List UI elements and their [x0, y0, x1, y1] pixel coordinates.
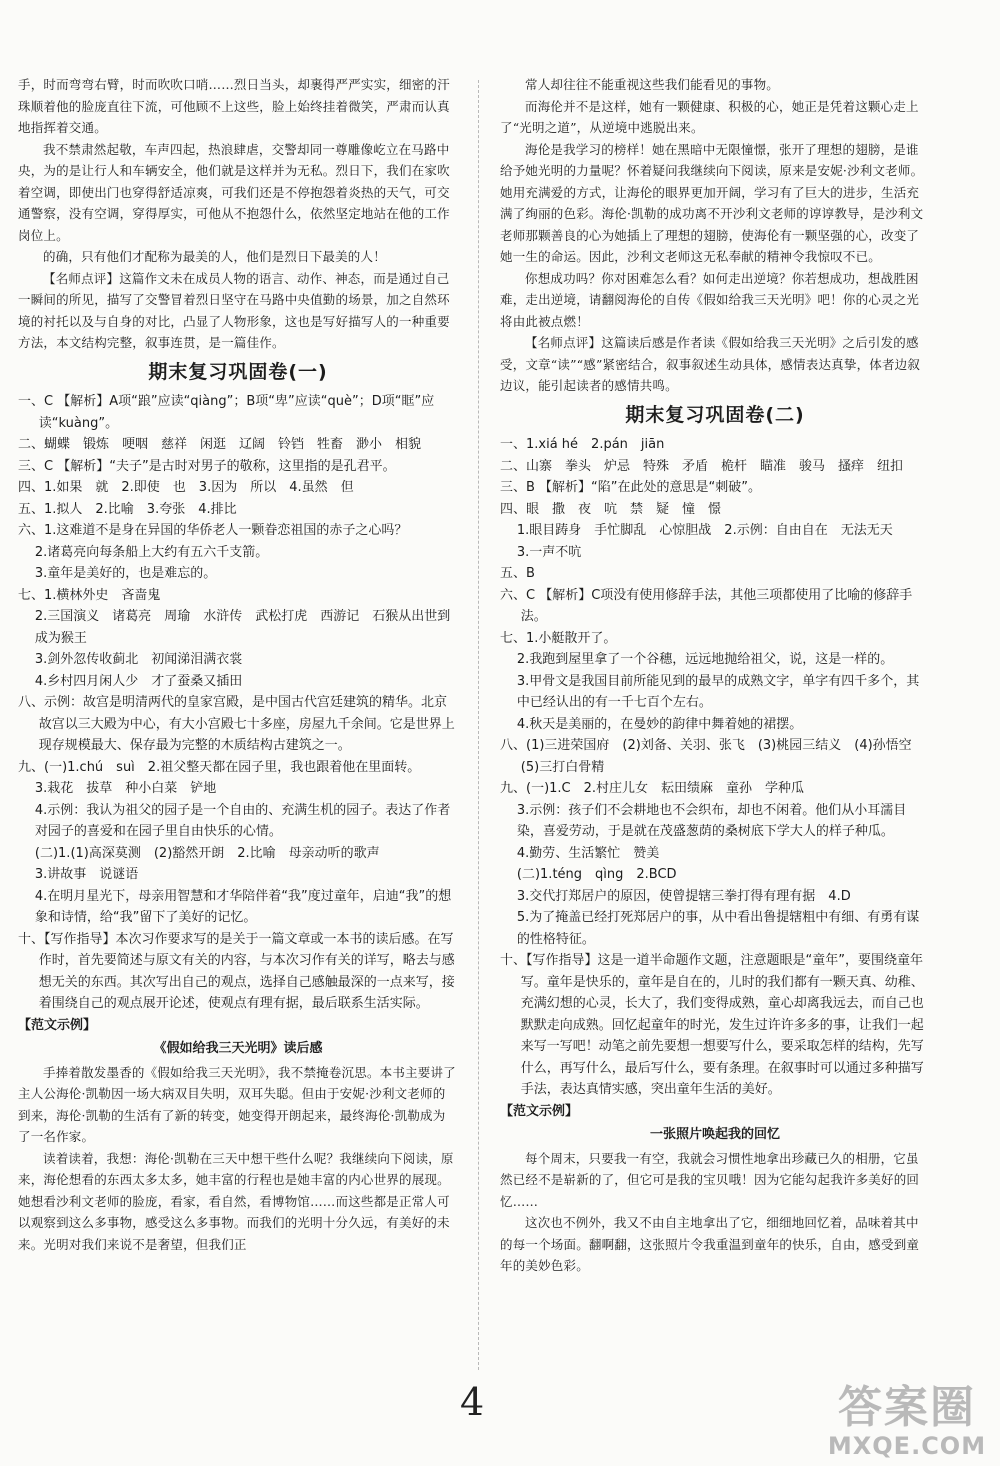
column-divider [478, 80, 479, 1370]
essay-continuation: 手，时而弯弯右臂，时而吹吹口哨……烈日当头，却裹得严严实实，细密的汗珠顺着他的脸庞直往下流，可他顾不上这些，脸上始终挂着微笑，严肃而认真地指挥着交通。 [18, 77, 450, 135]
answer-item: 十、【写作指导】本次习作要求写的是关于一篇文章或一本书的读后感。在写作时，首先要简述与原文有关的内容，与本次习作有关的详写，略去与感想无关的东西。其次写出自己的观点，选择自己感触最深的一点来写，接着围绕自己的观点展开论述，使观点有理有据，最后联系生活实际。 [18, 931, 455, 1011]
answer-item: 一、C 【解析】A项“踉”应读“qiàng”；B项“卑”应读“què”；D项“眶”应读“kuàng”。 [18, 394, 435, 431]
answer-item: 一、1.xiá hé 2.pán jiān [500, 437, 665, 452]
essay-paragraph: 的确，只有他们才配称为最美的人，他们是烈日下最美的人！ [43, 249, 386, 264]
left-column [18, 74, 458, 1255]
answer-item: 4.示例：我认为祖父的园子是一个自由的、充满生机的园子。表达了作者对园子的喜爱和在园子里自由快乐的心情。 [34, 802, 451, 839]
answer-item: 3.交代打郑居户的原因，使曾提辖三拳打得有理有据 4.D [516, 888, 851, 904]
answer-item: 4.在明月星光下，母亲用智慧和才华陪伴着“我”度过童年，启迪“我”的想象和诗情，给“我”留下了美好的记忆。 [34, 888, 452, 925]
answer-item: 4.勤劳、生活繁忙 赞美 [516, 845, 660, 861]
right-column [500, 74, 930, 1277]
watermark-logo [822, 1384, 992, 1460]
essay-paragraph: 常人却往往不能重视这些我们能看见的事物。 [525, 77, 780, 92]
essay-paragraph: 你想成功吗？你对困难怎么看？如何走出逆境？你若想成功，想战胜困难，走出逆境，请翻阅海伦的自传《假如给我三天光明》吧！你的心灵之光将由此被点燃！ [500, 270, 920, 329]
section-title: 期末复习巩固卷(一) [148, 360, 328, 383]
answer-item: 二、蝴蝶 锻炼 哽咽 慈祥 闲逛 辽阔 铃铛 牲畜 渺小 相貌 [18, 437, 422, 452]
answer-item: 3.示例：孩子们不会耕地也不会织布，却也不闲着。他们从小耳濡目染，喜爱劳动，于是就在茂盛葱荫的桑树底下学大人的样子种瓜。 [516, 802, 907, 839]
answer-item: (二)1.téng qìng 2.BCD [516, 867, 677, 882]
answer-item: 七、1.小艇散开了。 [500, 630, 617, 646]
answer-item: 十、【写作指导】这是一道半命题作文题，注意题眼是“童年”，要围绕童年写。童年是快乐的，童年是自在的，儿时的我们都有一颗天真、幼稚、充满幻想的心灵，长大了，我们变得成熟，童心却离我远去，而自己也默默走向成熟。回忆起童年的时光，发生过许许多多的事，让我们一起来写一写吧！动笔之前先要想一想要写什么，要采取怎样的结构，先写什么，再写什么，最后写什么，要有条理。在叙事时可以通过多种描写手法，表达真情实感，突出童年生活的美好。 [500, 953, 924, 1097]
answer-item: 3.剑外忽传收蓟北 初闻涕泪满衣裳 [34, 652, 243, 667]
model-essay-tag: 【范文示例】 [500, 1103, 579, 1119]
essay-paragraph: 这次也不例外，我又不由自主地拿出了它，细细地回忆着，品味着其中的每一个场面。翻啊翻，这张照片令我重温到童年的快乐，自由，感受到童年的美妙色彩。 [500, 1215, 920, 1273]
essay-title: 一张照片唤起我的回忆 [649, 1127, 780, 1142]
teacher-comment: 【名师点评】这篇读后感是作者读《假如给我三天光明》之后引发的感受，文章“读”“感”紧密结合，叙事叙述生动具体，感情表达真挚，体者边叙边议，能引起读者的感情共鸣。 [500, 335, 921, 393]
answer-item: 六、C 【解析】C项没有使用修辞手法，其他三项都使用了比喻的修辞手法。 [500, 587, 913, 624]
answer-item: 3.甲骨文是我国目前所能见到的最早的成熟文字，单字有四千多个，其中已经认出的有一千七百个左右。 [516, 673, 920, 710]
page-number: 4 [460, 1380, 485, 1424]
essay-paragraph: 海伦是我学习的榜样！她在黑暗中无限憧憬，张开了理想的翅膀，是谁给予她光明的力量呢？怀着疑问我继续向下阅读，原来是安妮·沙利文老师。她用充满爱的方式，让海伦的眼界更加开阔，学习有了巨大的进步，生活充满了绚丽的色彩。海伦·凯勒的成功离不开沙利文老师的谆谆教导，是沙利文老师那颗善良的心为她插上了理想的翅膀，使海伦有一颗坚强的心，改变了她一生的命运。因此，沙利文老师这无私奉献的精神令我惊叹不已。 [500, 141, 924, 264]
answer-item: 3.栽花 拔草 种小白菜 铲地 [34, 781, 217, 796]
answer-item: 4.秋天是美丽的，在曼妙的韵律中舞着她的裙摆。 [516, 716, 803, 732]
answer-item: 三、B 【解析】“陷”在此处的意思是“刺破”。 [500, 480, 761, 495]
answer-item: 3.一声不吭 [516, 544, 582, 560]
essay-paragraph: 读着读着，我想：海伦·凯勒在三天中想干些什么呢？我继续向下阅读，原来，海伦想看的东西太多太多，她丰富的行程也是她丰富的内心世界的展现。她想看沙利文老师的脸庞，看家，看自然，看博物馆……而这些都是正常人可以观察到这么多事物，感受这么多事物。而我们的光明十分久远，有美好的未来。光明对我们来说不是奢望，但我们正 [18, 1150, 454, 1252]
answer-item: 三、C 【解析】“夫子”是古时对男子的敬称，这里指的是孔君平。 [18, 458, 396, 474]
essay-paragraph: 每个周末，只要我一有空，我就会习惯性地拿出珍藏已久的相册，它虽然已经不是崭新的了，但它可是我的宝贝哦！因为它能勾起我许多美好的回忆…… [500, 1150, 920, 1209]
answer-item: 2.我跑到屋里拿了一个谷穗，远远地抛给祖父，说，这是一样的。 [516, 652, 894, 667]
answer-item: 九、(一)1.chú suì 2.祖父整天都在园子里，我也跟着他在里面转。 [18, 759, 421, 775]
answer-item: 3.讲故事 说谜语 [34, 867, 139, 882]
essay-paragraph: 而海伦并不是这样，她有一颗健康、积极的心，她正是凭着这颗心走上了“光明之道”，从逆境中逃脱出来。 [500, 98, 919, 135]
teacher-comment: 【名师点评】这篇作文未在成员人物的语言、动作、神态，而是通过自己一瞬间的所见，描写了交警冒着烈日坚守在马路中央值勤的场景，加之自然环境的衬托以及与自身的对比，凸显了人物形象，这也是写好描写人的一种重要方法，本文结构完整，叙事连贯，是一篇佳作。 [18, 270, 450, 350]
answer-item: 八、示例：故宫是明清两代的皇家宫殿，是中国古代宫廷建筑的精华。北京故宫以三大殿为中心，有大小宫殿七十多座，房屋九千余间。它是世界上现存规模最大、保存最为完整的木质结构古建筑之一。 [18, 695, 455, 753]
essay-paragraph: 手捧着散发墨香的《假如给我三天光明》，我不禁掩卷沉思。本书主要讲了主人公海伦·凯勒因一场大病双目失明，双耳失聪。但由于安妮·沙利文老师的到来，海伦·凯勒的生活有了新的转变，她变得开朗起来，最终海伦·凯勒成为了一名作家。 [18, 1064, 456, 1144]
answer-item: 七、1.横林外史 吝啬鬼 [18, 587, 161, 603]
model-essay-tag: 【范文示例】 [18, 1017, 97, 1033]
watermark-text: 答案圈 [838, 1382, 976, 1433]
essay-paragraph: 我不禁肃然起敬，车声四起，热浪肆虐，交警却同一尊雕像屹立在马路中央，为的是让行人和车辆安全，他们就是这样并为无私。烈日下，我们在家吹着空调，即使出门也穿得舒适凉爽，可我们还是不停抱怨着炎热的天气，可交通警察，没有空调，穿得厚实，可他从不抱怨什么，依然坚定地站在他的工作岗位上。 [18, 141, 450, 243]
answer-item: 2.诸葛亮向每条船上大约有五六千支箭。 [34, 544, 269, 560]
answer-item: 5.为了掩盖已经打死郑居户的事，从中看出鲁提辖粗中有细、有勇有谋的性格特征。 [516, 910, 920, 947]
answer-item: 四、眼 撒 夜 吭 禁 疑 憧 憬 [500, 501, 722, 517]
answer-item: 3.童年是美好的，也是难忘的。 [34, 566, 217, 581]
answer-item: (二)1.(1)高深莫测 (2)豁然开朗 2.比喻 母亲动听的歌声 [34, 845, 380, 861]
answer-item: 五、B [500, 566, 535, 581]
answer-item: 五、1.拟人 2.比喻 3.夸张 4.排比 [18, 501, 237, 517]
watermark-url: MXQE.COM [827, 1432, 987, 1460]
answer-item: 1.眼目踌身 手忙脚乱 心惊胆战 2.示例：自由自在 无法无天 [516, 523, 893, 538]
essay-title: 《假如给我三天光明》读后感 [153, 1041, 323, 1056]
answer-item: 九、(一)1.C 2.村庄儿女 耘田绩麻 童孙 学种瓜 [500, 781, 805, 796]
answer-item: 2.三国演义 诸葛亮 周瑜 水浒传 武松打虎 西游记 石猴从出世到成为猴王 [34, 609, 451, 646]
answer-item: 六、1.这难道不是身在异国的华侨老人一颗眷恋祖国的赤子之心吗？ [18, 523, 408, 538]
answer-item: 二、山寨 拳头 炉忌 特殊 矛盾 桅杆 瞄准 骏马 搔痒 纽扣 [500, 458, 904, 474]
section-title: 期末复习巩固卷(二) [625, 403, 805, 426]
answer-item: 四、1.如果 就 2.即使 也 3.因为 所以 4.虽然 但 [18, 480, 354, 495]
answer-item: 4.乡村四月闲人少 才了蚕桑又插田 [34, 673, 243, 689]
answer-item: 八、(1)三进荣国府 (2)刘备、关羽、张飞 (3)桃园三结义 (4)孙悟空 (5)三打白骨精 [500, 738, 925, 775]
